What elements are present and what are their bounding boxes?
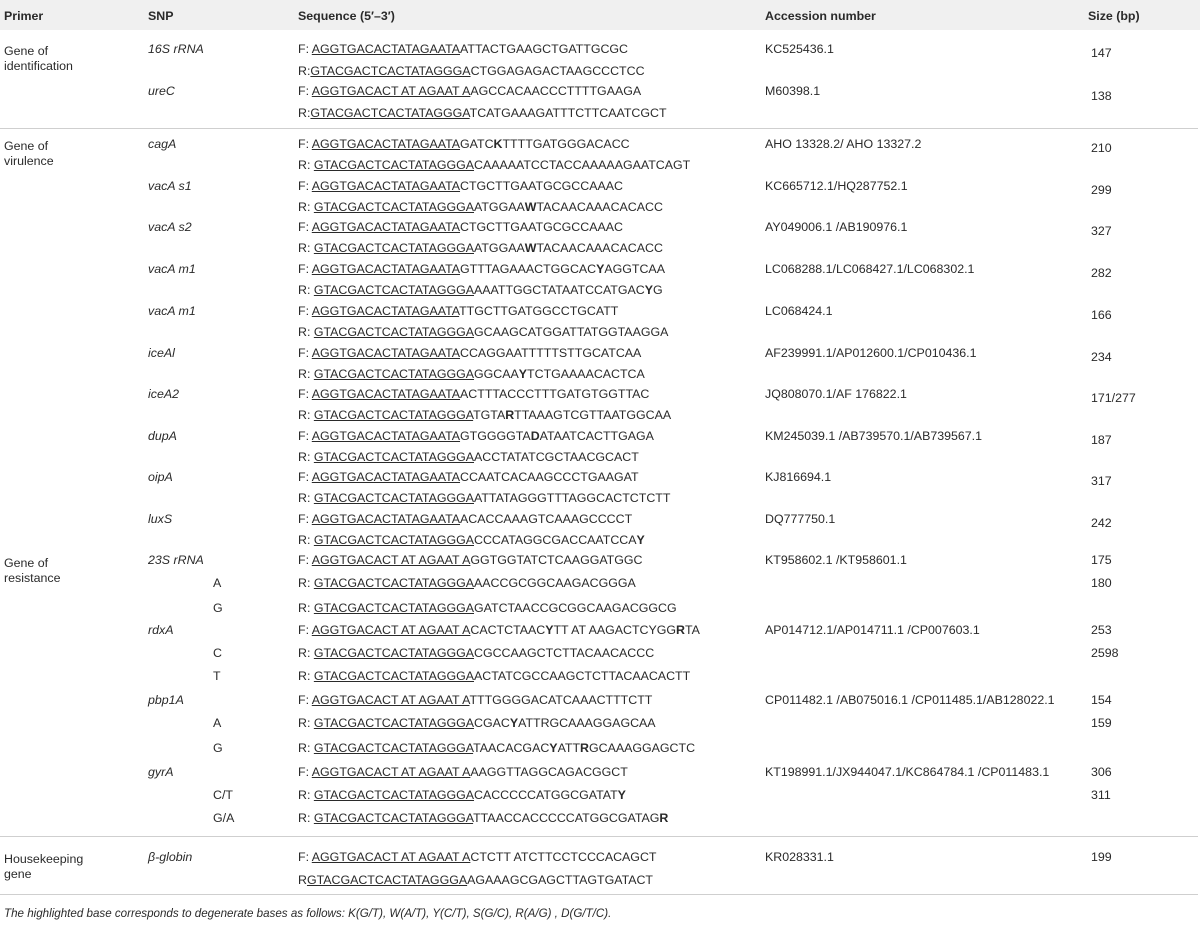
degenerate-base: Y	[596, 262, 605, 276]
sequence-segment: ACCTATATCGCTAACGCACT	[474, 450, 639, 464]
adapter-sequence: AGGTGACACTATAGAATA	[311, 470, 461, 484]
sequence-segment: ACACCAAAGTCAAAGCCCCT	[460, 512, 633, 526]
amplicon-size: 242	[1091, 516, 1112, 530]
adapter-sequence: AGGTGACACTATAGAATA	[311, 220, 461, 234]
group-label-housekeeping: Housekeeping gene	[4, 852, 84, 881]
adapter-sequence: AGGTGACACT AT AGAAT A	[311, 84, 471, 98]
primer-sequence	[298, 346, 641, 361]
sequence-segment: CTGCTTGAATGCGCCAAAC	[460, 220, 623, 234]
sequence-segment: GGTGGTATCTCAAGGATGGC	[470, 553, 643, 567]
sequence-segment: ATGGAA	[474, 200, 525, 214]
accession-number: AF239991.1/AP012600.1/CP010436.1	[765, 346, 977, 360]
sequence-segment: ATGGAA	[474, 241, 525, 255]
adapter-sequence: AGGTGACACTATAGAATA	[311, 429, 461, 443]
adapter-sequence: AGGTGACACTATAGAATA	[311, 137, 461, 151]
header-primer: Primer	[4, 9, 44, 23]
primer-sequence	[298, 873, 653, 888]
sequence-segment: R:	[298, 367, 314, 381]
snp-variant: A	[213, 716, 222, 730]
snp-gene: vacA m1	[148, 304, 196, 318]
accession-number: M60398.1	[765, 84, 821, 98]
sequence-segment: R:	[298, 716, 314, 730]
sequence-segment: TAACACGAC	[473, 741, 550, 755]
amplicon-size: 138	[1091, 89, 1112, 103]
sequence-segment: R:	[298, 200, 314, 214]
sequence-segment: F:	[298, 765, 312, 779]
snp-variant: G	[213, 741, 223, 755]
sequence-segment: CCCATAGGCGACCAATCCA	[474, 533, 637, 547]
snp-variant: G/A	[213, 811, 235, 825]
sequence-segment: TCATGAAAGATTTCTTCAATCGCT	[469, 106, 667, 120]
group-label-resistance: Gene of resistance	[4, 556, 61, 585]
sequence-segment: GATC	[460, 137, 494, 151]
adapter-sequence: AGGTGACACTATAGAATA	[311, 304, 460, 318]
primer-sequence	[298, 84, 641, 99]
adapter-sequence: GTACGACTCACTATAGGGA	[313, 533, 475, 547]
adapter-sequence: GTACGACTCACTATAGGGA	[313, 601, 475, 615]
sequence-segment: F:	[298, 553, 312, 567]
adapter-sequence: GTACGACTCACTATAGGGA	[313, 716, 475, 730]
sequence-segment: F:	[298, 179, 312, 193]
accession-number: JQ808070.1/AF 176822.1	[765, 387, 907, 401]
primer-sequence	[298, 262, 665, 277]
sequence-segment: CACCCCCATGGCGATAT	[474, 788, 618, 802]
sequence-segment: GATCTAACCGCGGCAAGACGGCG	[474, 601, 677, 615]
degenerate-base: Y	[545, 623, 554, 637]
amplicon-size: 159	[1091, 716, 1112, 730]
sequence-segment: AAATTGGCTATAATCCATGAC	[474, 283, 645, 297]
primer-sequence	[298, 765, 628, 780]
adapter-sequence: GTACGACTCACTATAGGGA	[313, 450, 475, 464]
sequence-segment: CACTCTAAC	[470, 623, 546, 637]
adapter-sequence: AGGTGACACT AT AGAAT A	[311, 765, 471, 779]
primer-sequence	[298, 325, 668, 340]
primer-sequence	[298, 106, 667, 121]
sequence-segment: TTTGGGGACATCAAACTTTCTT	[469, 693, 653, 707]
header-snp: SNP	[148, 9, 174, 23]
primer-sequence	[298, 576, 636, 591]
adapter-sequence: AGGTGACACT AT AGAAT A	[311, 623, 471, 637]
amplicon-size: 199	[1091, 850, 1112, 864]
snp-gene: iceAl	[148, 346, 175, 360]
sequence-segment: CTGGAGAGACTAAGCCCTCC	[470, 64, 645, 78]
primer-sequence	[298, 283, 663, 298]
accession-number: KT958602.1 /KT958601.1	[765, 553, 907, 567]
adapter-sequence: AGGTGACACTATAGAATA	[311, 262, 461, 276]
adapter-sequence: AGGTGACACTATAGAATA	[311, 346, 461, 360]
snp-variant: A	[213, 576, 222, 590]
snp-gene: gyrA	[148, 765, 174, 779]
sequence-segment: F:	[298, 346, 312, 360]
amplicon-size: 317	[1091, 474, 1112, 488]
amplicon-size: 187	[1091, 433, 1112, 447]
sequence-segment: R:	[298, 450, 314, 464]
group-divider	[0, 836, 1198, 837]
snp-gene: iceA2	[148, 387, 179, 401]
adapter-sequence: AGGTGACACTATAGAATA	[311, 42, 461, 56]
amplicon-size: 171/277	[1091, 391, 1136, 405]
adapter-sequence: AGGTGACACTATAGAATA	[311, 387, 461, 401]
accession-number: KT198991.1/JX944047.1/KC864784.1 /CP011483.1	[765, 765, 1050, 779]
sequence-segment: AAGGTTAGGCAGACGGCT	[470, 765, 628, 779]
sequence-segment: F:	[298, 262, 312, 276]
sequence-segment: R:	[298, 241, 314, 255]
table-header	[0, 0, 1200, 30]
amplicon-size: 253	[1091, 623, 1112, 637]
sequence-segment: F:	[298, 512, 312, 526]
snp-gene: luxS	[148, 512, 173, 526]
adapter-sequence: GTACGACTCACTATAGGGA	[313, 646, 475, 660]
sequence-segment: ACTTTACCCTTTGATGTGGTTAC	[460, 387, 650, 401]
sequence-segment: TCTGAAAACACTCA	[527, 367, 645, 381]
sequence-segment: AGCCACAACCCTTTTGAAGA	[470, 84, 642, 98]
accession-number: CP011482.1 /AB075016.1 /CP011485.1/AB128022.1	[765, 693, 1055, 707]
adapter-sequence: GTACGACTCACTATAGGGA	[313, 158, 475, 172]
accession-number: KJ816694.1	[765, 470, 832, 484]
degenerate-base: Y	[617, 788, 626, 802]
group-label-virulence: Gene of virulence	[4, 139, 54, 168]
primer-sequence	[298, 491, 670, 506]
primer-sequence	[298, 220, 623, 235]
sequence-segment: R:	[298, 576, 314, 590]
primer-sequence	[298, 137, 630, 152]
amplicon-size: 2598	[1091, 646, 1119, 660]
sequence-segment: GTTTAGAAACTGGCAC	[460, 262, 597, 276]
sequence-segment: AGGTCAA	[604, 262, 665, 276]
degenerate-base: W	[524, 241, 537, 255]
accession-number: KC525436.1	[765, 42, 834, 56]
primer-sequence	[298, 646, 654, 661]
sequence-segment: GCAAAGGAGCTC	[589, 741, 696, 755]
sequence-segment: TACAACAAACACACC	[536, 200, 663, 214]
sequence-segment: TT AT AAGACTCYGG	[553, 623, 677, 637]
amplicon-size: 166	[1091, 308, 1112, 322]
primer-sequence	[298, 200, 663, 215]
sequence-segment: R:	[298, 646, 314, 660]
sequence-segment: R:	[298, 601, 314, 615]
sequence-segment: TTAACCACCCCCATGGCGATAG	[473, 811, 660, 825]
primer-sequence	[298, 669, 690, 684]
amplicon-size: 311	[1091, 788, 1111, 802]
sequence-segment: CAAAAATCCTACCAAAAAGAATCAGT	[474, 158, 691, 172]
adapter-sequence: GTACGACTCACTATAGGGA	[313, 576, 475, 590]
sequence-segment: F:	[298, 84, 312, 98]
amplicon-size: 327	[1091, 224, 1112, 238]
primer-sequence	[298, 241, 663, 256]
primer-sequence	[298, 533, 645, 548]
snp-gene: dupA	[148, 429, 177, 443]
accession-number: DQ777750.1	[765, 512, 836, 526]
amplicon-size: 306	[1091, 765, 1112, 779]
amplicon-size: 282	[1091, 266, 1112, 280]
degenerate-base: Y	[644, 283, 653, 297]
adapter-sequence: GTACGACTCACTATAGGGA	[306, 873, 468, 887]
table-footnote: The highlighted base corresponds to degenerate bases as follows: K(G/T), W(A/T), Y(C/T), S(G/C), R(A/G) , D(G/T/C).	[4, 907, 612, 920]
sequence-segment: F:	[298, 42, 312, 56]
sequence-segment: R	[298, 873, 307, 887]
sequence-segment: GCAAGCATGGATTATGGTAAGGA	[474, 325, 669, 339]
sequence-segment: CGCCAAGCTCTTACAACACCC	[474, 646, 655, 660]
degenerate-base: W	[524, 200, 537, 214]
sequence-segment: TACAACAAACACACC	[536, 241, 663, 255]
snp-variant: C/T	[213, 788, 233, 802]
sequence-segment: G	[653, 283, 663, 297]
sequence-segment: AACCGCGGCAAGACGGGA	[474, 576, 636, 590]
snp-variant: C	[213, 646, 222, 660]
primer-sequence	[298, 470, 639, 485]
amplicon-size: 210	[1091, 141, 1112, 155]
adapter-sequence: GTACGACTCACTATAGGGA	[313, 741, 474, 755]
primer-sequence	[298, 408, 671, 423]
primer-sequence	[298, 512, 632, 527]
degenerate-base: Y	[549, 741, 558, 755]
degenerate-base: Y	[636, 533, 645, 547]
sequence-segment: F:	[298, 429, 312, 443]
adapter-sequence: GTACGACTCACTATAGGGA	[313, 283, 475, 297]
sequence-segment: GTGGGGTA	[460, 429, 531, 443]
primer-sequence	[298, 179, 623, 194]
adapter-sequence: GTACGACTCACTATAGGGA	[313, 408, 474, 422]
primer-sequence	[298, 367, 645, 382]
primer-sequence	[298, 553, 642, 568]
adapter-sequence: GTACGACTCACTATAGGGA	[313, 811, 474, 825]
accession-number: AP014712.1/AP014711.1 /CP007603.1	[765, 623, 980, 637]
sequence-segment: ACTATCGCCAAGCTCTTACAACACTT	[474, 669, 691, 683]
sequence-segment: CCAGGAATTTTTSTTGCATCAA	[460, 346, 642, 360]
degenerate-base: R	[505, 408, 515, 422]
primer-sequence	[298, 42, 628, 57]
snp-gene: vacA m1	[148, 262, 196, 276]
sequence-segment: R:	[298, 64, 311, 78]
snp-gene: β-globin	[148, 850, 193, 864]
sequence-segment: R:	[298, 408, 314, 422]
primer-sequence	[298, 429, 654, 444]
adapter-sequence: GTACGACTCACTATAGGGA	[313, 325, 475, 339]
header-size: Size (bp)	[1088, 9, 1140, 23]
sequence-segment: F:	[298, 623, 312, 637]
adapter-sequence: AGGTGACACT AT AGAAT A	[311, 850, 471, 864]
sequence-segment: F:	[298, 220, 312, 234]
degenerate-base: R	[676, 623, 685, 637]
sequence-segment: F:	[298, 387, 312, 401]
sequence-segment: R:	[298, 106, 311, 120]
snp-gene: vacA s1	[148, 179, 192, 193]
adapter-sequence: GTACGACTCACTATAGGGA	[313, 241, 475, 255]
degenerate-base: Y	[518, 367, 528, 381]
primer-sequence	[298, 623, 700, 638]
accession-number: KR028331.1	[765, 850, 834, 864]
sequence-segment: ATTRGCAAAGGAGCAA	[518, 716, 656, 730]
adapter-sequence: AGGTGACACT AT AGAAT A	[311, 693, 470, 707]
adapter-sequence: GTACGACTCACTATAGGGA	[313, 788, 475, 802]
degenerate-base: Y	[509, 716, 519, 730]
adapter-sequence: GTACGACTCACTATAGGGA	[313, 367, 475, 381]
amplicon-size: 175	[1091, 553, 1112, 567]
amplicon-size: 180	[1091, 576, 1112, 590]
table-bottom-rule	[0, 894, 1198, 895]
primer-sequence	[298, 387, 649, 402]
sequence-segment: F:	[298, 850, 312, 864]
snp-gene: rdxA	[148, 623, 174, 637]
sequence-segment: R:	[298, 325, 314, 339]
group-label-identification: Gene of identification	[4, 44, 73, 73]
sequence-segment: F:	[298, 470, 312, 484]
header-sequence: Sequence (5′–3′)	[298, 9, 395, 23]
primer-sequence	[298, 601, 677, 616]
amplicon-size: 154	[1091, 693, 1112, 707]
sequence-segment: R:	[298, 491, 314, 505]
snp-gene: pbp1A	[148, 693, 184, 707]
sequence-segment: CGAC	[474, 716, 510, 730]
sequence-segment: CCAATCACAAGCCCTGAAGAT	[460, 470, 639, 484]
adapter-sequence: AGGTGACACTATAGAATA	[311, 179, 461, 193]
sequence-segment: CTGCTTGAATGCGCCAAAC	[460, 179, 623, 193]
snp-gene: 23S rRNA	[148, 553, 204, 567]
primer-sequence	[298, 450, 639, 465]
degenerate-base: R	[580, 741, 589, 755]
adapter-sequence: AGGTGACACT AT AGAAT A	[311, 553, 471, 567]
adapter-sequence: GTACGACTCACTATAGGGA	[310, 106, 470, 120]
sequence-segment: F:	[298, 693, 312, 707]
sequence-segment: F:	[298, 304, 312, 318]
snp-gene: ureC	[148, 84, 175, 98]
adapter-sequence: GTACGACTCACTATAGGGA	[310, 64, 471, 78]
snp-variant: G	[213, 601, 223, 615]
accession-number: KC665712.1/HQ287752.1	[765, 179, 908, 193]
amplicon-size: 299	[1091, 183, 1112, 197]
snp-variant: T	[213, 669, 221, 683]
primer-sequence	[298, 693, 652, 708]
degenerate-base: K	[493, 137, 503, 151]
amplicon-size: 234	[1091, 350, 1112, 364]
sequence-segment: R:	[298, 283, 314, 297]
sequence-segment: GGCAA	[474, 367, 519, 381]
sequence-segment: ATAATCACTTGAGA	[539, 429, 654, 443]
sequence-segment: AGAAAGCGAGCTTAGTGATACT	[467, 873, 653, 887]
snp-gene: cagA	[148, 137, 177, 151]
sequence-segment: R:	[298, 788, 314, 802]
snp-gene: 16S rRNA	[148, 42, 204, 56]
sequence-segment: ATTACTGAAGCTGATTGCGC	[460, 42, 628, 56]
adapter-sequence: GTACGACTCACTATAGGGA	[313, 669, 475, 683]
primer-sequence	[298, 788, 626, 803]
primer-sequence	[298, 741, 695, 756]
sequence-segment: TTTTGATGGGACACC	[502, 137, 630, 151]
accession-number: KM245039.1 /AB739570.1/AB739567.1	[765, 429, 983, 443]
primer-sequence	[298, 716, 656, 731]
accession-number: LC068288.1/LC068427.1/LC068302.1	[765, 262, 975, 276]
adapter-sequence: GTACGACTCACTATAGGGA	[313, 200, 475, 214]
sequence-segment: TGTA	[473, 408, 506, 422]
sequence-segment: CTCTT ATCTTCCTCCCACAGCT	[470, 850, 657, 864]
sequence-segment: F:	[298, 137, 312, 151]
primer-sequence	[298, 304, 618, 319]
snp-gene: oipA	[148, 470, 173, 484]
group-divider	[0, 128, 1198, 129]
sequence-segment: R:	[298, 811, 314, 825]
sequence-segment: R:	[298, 533, 314, 547]
primer-sequence	[298, 850, 656, 865]
sequence-segment: R:	[298, 669, 314, 683]
accession-number: AHO 13328.2/ AHO 13327.2	[765, 137, 922, 151]
snp-gene: vacA s2	[148, 220, 192, 234]
degenerate-base: R	[659, 811, 669, 825]
adapter-sequence: AGGTGACACTATAGAATA	[311, 512, 461, 526]
accession-number: LC068424.1	[765, 304, 833, 318]
sequence-segment: TTAAAGTCGTTAATGGCAA	[514, 408, 672, 422]
adapter-sequence: GTACGACTCACTATAGGGA	[313, 491, 475, 505]
sequence-segment: R:	[298, 741, 314, 755]
sequence-segment: ATT	[557, 741, 581, 755]
sequence-segment: TTGCTTGATGGCCTGCATT	[459, 304, 619, 318]
primer-sequence	[298, 811, 668, 826]
sequence-segment: R:	[298, 158, 314, 172]
degenerate-base: D	[530, 429, 540, 443]
amplicon-size: 147	[1091, 46, 1112, 60]
header-accession: Accession number	[765, 9, 876, 23]
sequence-segment: TA	[684, 623, 700, 637]
sequence-segment: ATTATAGGGTTTAGGCACTCTCTT	[474, 491, 671, 505]
primer-sequence	[298, 64, 645, 79]
accession-number: AY049006.1 /AB190976.1	[765, 220, 908, 234]
primer-sequence	[298, 158, 690, 173]
